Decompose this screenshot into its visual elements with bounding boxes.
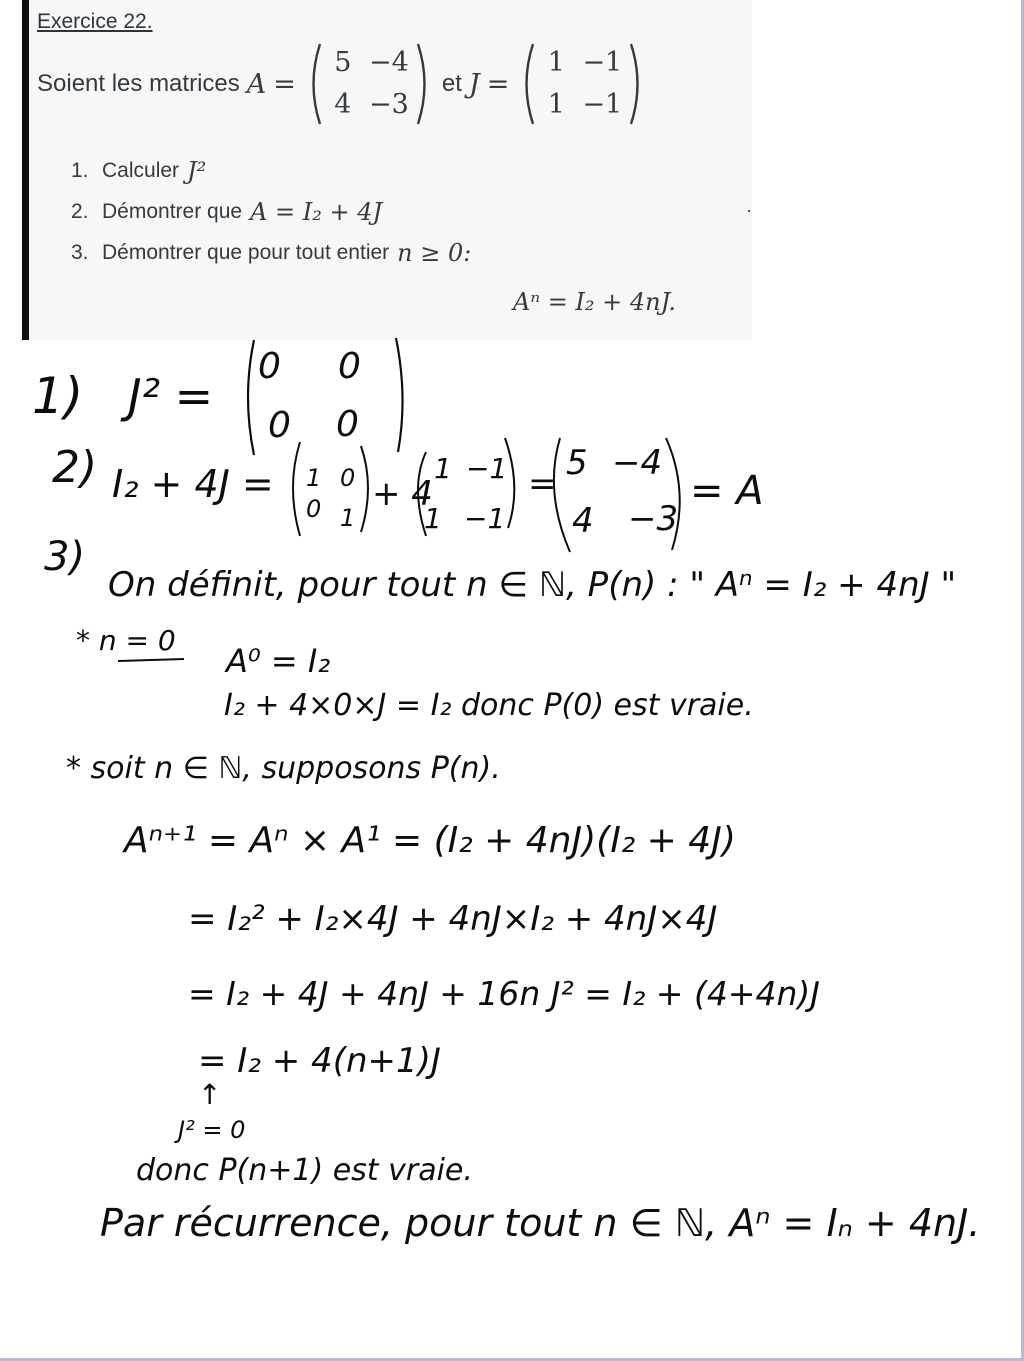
hw-line: donc P(n+1) est vraie.: [136, 1153, 473, 1188]
hw-line: = I₂ + 4J + 4nJ + 16n J² = I₂ + (4+4n)J: [188, 974, 820, 1013]
equals-sign: =: [486, 68, 510, 100]
equals-sign: =: [273, 68, 296, 100]
hw-q2-lhs: I₂ + 4J =: [112, 462, 274, 506]
hw-q1-cell: 0: [258, 346, 281, 387]
matrix-a-name: A: [246, 68, 267, 100]
hw-q2-equals: =: [528, 464, 557, 504]
hw-line: I₂ + 4×0×J = I₂ donc P(0) est vraie.: [224, 688, 754, 723]
hw-q1-cell: 0: [336, 404, 359, 445]
hw-q2-j-cell: 1: [424, 502, 442, 535]
matrix-a-cell: −3: [368, 89, 409, 120]
hw-q2-res-cell: −3: [628, 499, 679, 539]
question-text: Démontrer que: [102, 199, 243, 223]
question-text: Démontrer que pour tout entier: [102, 240, 390, 264]
hw-line: On définit, pour tout n ∈ ℕ, P(n) : " Aⁿ = I₂ + 4nJ ": [108, 565, 957, 605]
display-equation: Aⁿ = I₂ + 4nJ.: [513, 288, 677, 316]
question-number: 1.: [71, 158, 89, 182]
hw-arrow: ↑: [198, 1078, 222, 1111]
matrix-j-cell: −1: [582, 89, 623, 120]
hw-q1-cell: 0: [268, 405, 291, 446]
hw-line: = I₂² + I₂×4J + 4nJ×I₂ + 4nJ×4J: [188, 899, 718, 939]
statement-and: et: [441, 70, 462, 97]
hw-line: Par récurrence, pour tout n ∈ ℕ, Aⁿ = Iₙ + 4nJ.: [100, 1201, 981, 1245]
hw-q2-id-cell: 0: [306, 495, 322, 523]
hw-q1-label: 1): [32, 367, 84, 425]
matrix-a-cell: 5: [334, 47, 352, 78]
matrix-j-cell: −1: [582, 47, 623, 78]
question-number: 3.: [71, 240, 89, 264]
hw-line: * soit n ∈ ℕ, supposons P(n).: [66, 751, 501, 786]
hw-q2-end: = A: [690, 468, 764, 514]
matrix-j-cell: 1: [547, 89, 565, 120]
hw-q1-left-bar: [248, 340, 254, 455]
hw-line: = I₂ + 4(n+1)J: [198, 1041, 441, 1081]
hw-q3-label: 3): [44, 534, 86, 580]
hw-q2-plus: + 4: [372, 474, 433, 514]
hw-q2-id-cell: 0: [340, 464, 356, 492]
hw-q2-paren: [293, 442, 300, 536]
hw-underline: [118, 659, 184, 661]
question-math: A = I₂ + 4J: [250, 197, 383, 226]
question-math: J²: [187, 156, 207, 185]
hw-line: A⁰ = I₂: [226, 642, 331, 680]
hw-q1-lhs: J² =: [128, 369, 214, 423]
hw-q2-id-cell: 1: [340, 504, 356, 532]
matrix-j-name: J: [468, 68, 480, 100]
hw-q2-j-cell: 1: [434, 452, 452, 485]
hw-q2-res-cell: 5: [566, 443, 588, 483]
hw-q1-right-bar: [396, 338, 403, 452]
hw-q2-paren: [361, 446, 368, 532]
matrix-a-cell: 4: [334, 89, 352, 120]
hw-q2-id-cell: 1: [306, 464, 322, 492]
hw-q2-j-cell: −1: [466, 452, 508, 485]
exercise-title: Exercice 22.: [37, 10, 153, 33]
matrix-a-cell: −4: [368, 47, 409, 78]
question-text: Calculer: [102, 158, 180, 182]
hw-q2-res-cell: −4: [612, 443, 663, 483]
hw-q1-cell: 0: [338, 346, 361, 387]
hw-line: * n = 0: [76, 624, 176, 657]
hw-q2-j-cell: −1: [464, 502, 506, 535]
question-math: n ≥ 0:: [397, 238, 472, 267]
matrix-j-cell: 1: [547, 47, 565, 78]
question-number: 2.: [71, 199, 89, 223]
hw-q2-res-cell: 4: [572, 501, 594, 541]
hw-line: J² = 0: [178, 1116, 246, 1144]
hw-line: Aⁿ⁺¹ = Aⁿ × A¹ = (I₂ + 4nJ)(I₂ + 4J): [124, 820, 736, 861]
statement-intro: Soient les matrices: [37, 70, 240, 97]
hw-q2-label: 2): [52, 442, 98, 493]
